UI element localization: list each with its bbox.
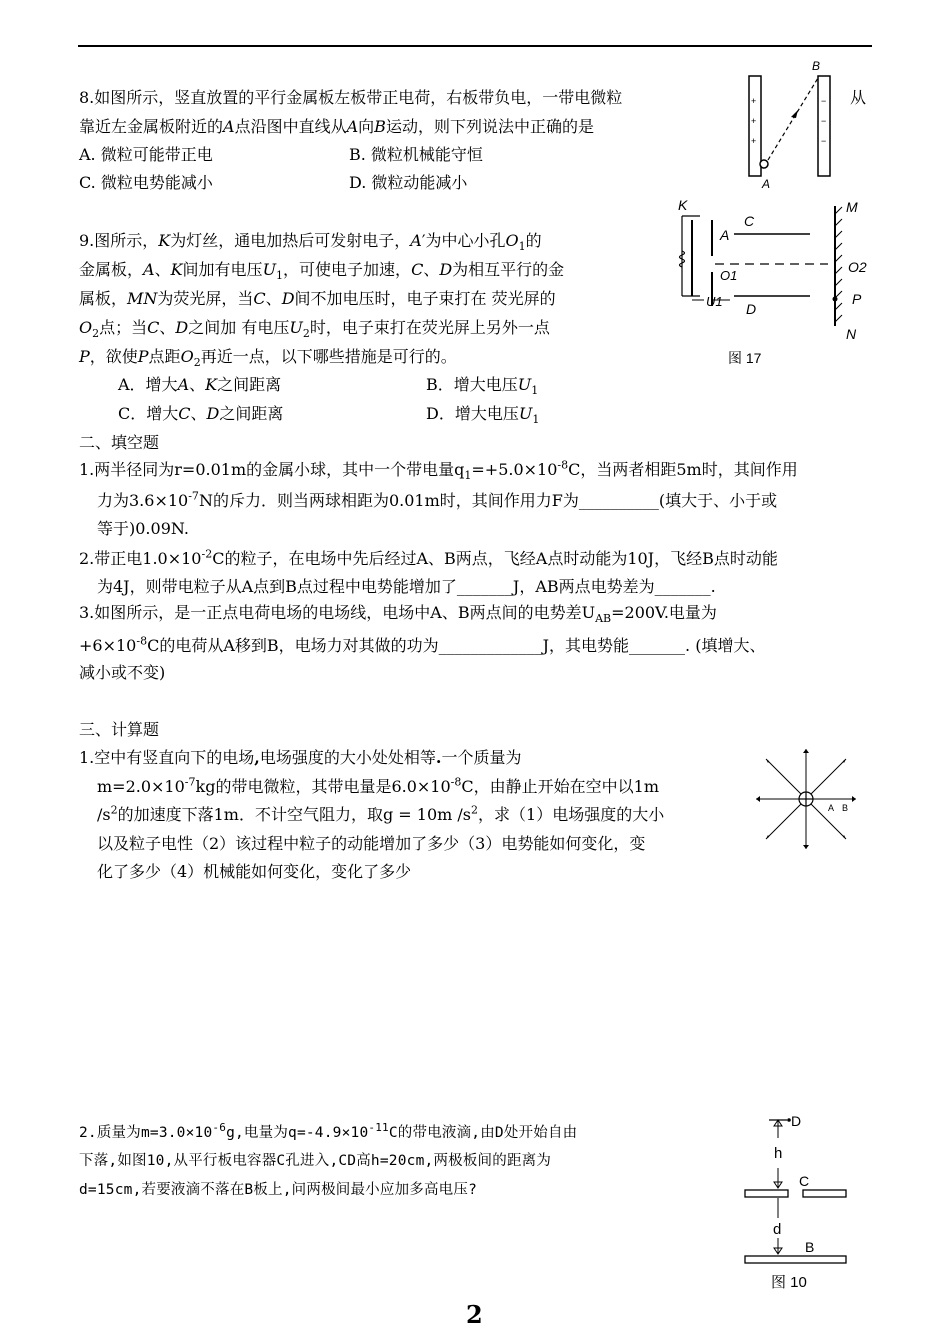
q9-line2: 金属板，A、K间加有电压$U_1$，可使电子加速，C、D为相互平行的金 — [79, 260, 565, 283]
capacitor-figure — [735, 1106, 855, 1296]
plate-c-right — [803, 1190, 846, 1197]
q8-line1-tail: 从 — [850, 88, 867, 107]
figure-10-caption: 图 10 — [771, 1274, 807, 1291]
label-a: A — [720, 227, 730, 243]
calc-q1-line1: 1.空中有竖直向下的电场,电场强度的大小处处相等.一个质量为 — [79, 748, 522, 767]
q8-figure — [740, 56, 840, 196]
svg-text:−: − — [821, 136, 827, 146]
label-o1: O1 — [720, 268, 738, 283]
svg-text:+: + — [751, 116, 757, 126]
trajectory-arrow — [791, 110, 798, 118]
calc-q1-line4: 以及粒子电性（2）该过程中粒子的动能增加了多少（3）电势能如何变化，变 — [97, 834, 646, 853]
point-d: D — [791, 1113, 802, 1129]
fill-q3-line3: 减小或不变) — [79, 663, 166, 682]
calc-q1-line2: $m=2.0\times 10^{-7}kg$的带电微粒，其带电量是$6.0\times 10^{-8}C$，由静止开始在空中以1m — [97, 775, 659, 796]
label-b: B — [805, 1239, 815, 1255]
q9-option-a: A．增大A、K之间距离 — [118, 375, 282, 394]
label-a: A — [828, 803, 835, 813]
label-b: B — [842, 803, 849, 813]
label-a: A — [762, 177, 771, 191]
label-m: M — [846, 199, 858, 215]
svg-text:+: + — [751, 136, 757, 146]
trajectory-line — [768, 78, 818, 160]
point-p — [833, 297, 838, 302]
label-p: P — [852, 291, 862, 307]
calc-q1-line5: 化了多少（4）机械能如何变化，变化了多少 — [97, 862, 412, 881]
calc-q2-line3: d=15cm,若要液滴不落在B板上,问两极间最小应加多高电压? — [79, 1182, 477, 1198]
calc-q1-line3: $/s^2$的加速度下落1m．不计空气阻力，取g = 10m $/s^2$，求（1）电场强度的大小 — [97, 803, 665, 824]
fill-q3-line1: 3.如图所示，是一正点电荷电场的电场线，电场中A、B两点间的电势差$U_{AB}=200V$.电量为 — [79, 603, 717, 626]
svg-text:−: − — [821, 116, 827, 126]
header-rule — [78, 45, 872, 47]
q9-option-c: C．增大C、D之间距离 — [118, 404, 284, 423]
right-plate — [818, 76, 830, 176]
fill-q1-line3: 等于)0.09N. — [97, 519, 189, 538]
q9-figure — [670, 196, 880, 374]
label-o2: O2 — [848, 259, 867, 275]
q8-option-b: B. 微粒机械能守恒 — [349, 145, 483, 164]
label-n: N — [846, 326, 857, 342]
q8-option-c: C. 微粒电势能减小 — [79, 173, 213, 192]
label-b: B — [812, 59, 821, 73]
field-lines-figure — [748, 744, 864, 854]
fill-q1-line1: 1.两半径同为r=0.01m的金属小球，其中一个带电量$q_1=+5.0\times 10^{-8}C$，当两者相距5m时，其间作用 — [79, 458, 798, 483]
fill-q2-line1: 2.带正电$1.0\times 10^{-2}C$的粒子，在电场中先后经过A、B两点，飞经A点时动能为10J，飞经B点时动能 — [79, 547, 778, 568]
particle — [760, 160, 768, 168]
q8-option-d: D. 微粒动能减小 — [349, 173, 468, 192]
q9-line5: P，欲使P点距$O_2$再近一点，以下哪些措施是可行的。 — [79, 347, 457, 370]
q9-line4: $O_2$点；当C、D之间加 有电压$U_2$时，电子束打在荧光屏上另外一点 — [79, 318, 550, 341]
q9-line3: 属板，MN为荧光屏，当C、D间不加电压时，电子束打在 荧光屏的 — [79, 289, 556, 308]
plus-sign: + — [751, 96, 757, 106]
section-3-title: 三、计算题 — [79, 720, 160, 739]
q9-option-b: B．增大电压$U_1$ — [426, 375, 539, 398]
label-k: K — [678, 197, 688, 213]
q8-option-a: A. 微粒可能带正电 — [79, 145, 213, 164]
figure-17-caption: 图 17 — [728, 350, 762, 366]
calc-q2-line1: 2.质量为$m=3.0\times 10^{-6}g$,电量为$q=-4.9\times 10^{-11}C$的带电液滴,由D处开始自由 — [79, 1121, 578, 1141]
fill-q2-line2: 为4J，则带电粒子从A点到B点过程中电势能增加了_______J，AB两点电势差为_______. — [97, 577, 716, 596]
label-d: d — [773, 1221, 782, 1238]
fill-q1-line2: 力为$3.6\times 10^{-7}N$的斥力．则当两球相距为0.01m时，其间作用力F为__________(填大于、小于或 — [97, 489, 778, 510]
minus-sign: − — [821, 96, 827, 106]
q9-option-d: D．增大电压$U_1$ — [426, 404, 540, 427]
q8-line1: 8.如图所示，竖直放置的平行金属板左板带正电荷，右板带负电，一带电微粒 — [79, 88, 623, 107]
section-2-title: 二、填空题 — [79, 433, 160, 452]
label-c: C — [744, 213, 755, 229]
q8-line2: 靠近左金属板附近的A点沿图中直线从A向B运动，则下列说法中正确的是 — [79, 117, 594, 136]
q9-line1: 9.图所示，K为灯丝，通电加热后可发射电子，A′为中心小孔$O_1$的 — [79, 231, 542, 254]
calc-q2-line2: 下落,如图10,从平行板电容器C孔进入,CD高h=20cm,两极板间的距离为 — [79, 1153, 552, 1169]
label-d: D — [746, 301, 757, 317]
page-number: 2 — [466, 1300, 483, 1329]
label-u1: U1 — [706, 294, 723, 309]
plate-b — [745, 1256, 846, 1263]
left-plate — [749, 76, 761, 176]
label-c: C — [799, 1173, 810, 1189]
fill-q3-line2: $+6\times 10^{-8}C$的电荷从A移到B，电场力对其做的功为_____________J，其电势能_______. (填增大、 — [79, 634, 766, 655]
plate-c-left — [745, 1190, 788, 1197]
label-h: h — [774, 1145, 783, 1162]
